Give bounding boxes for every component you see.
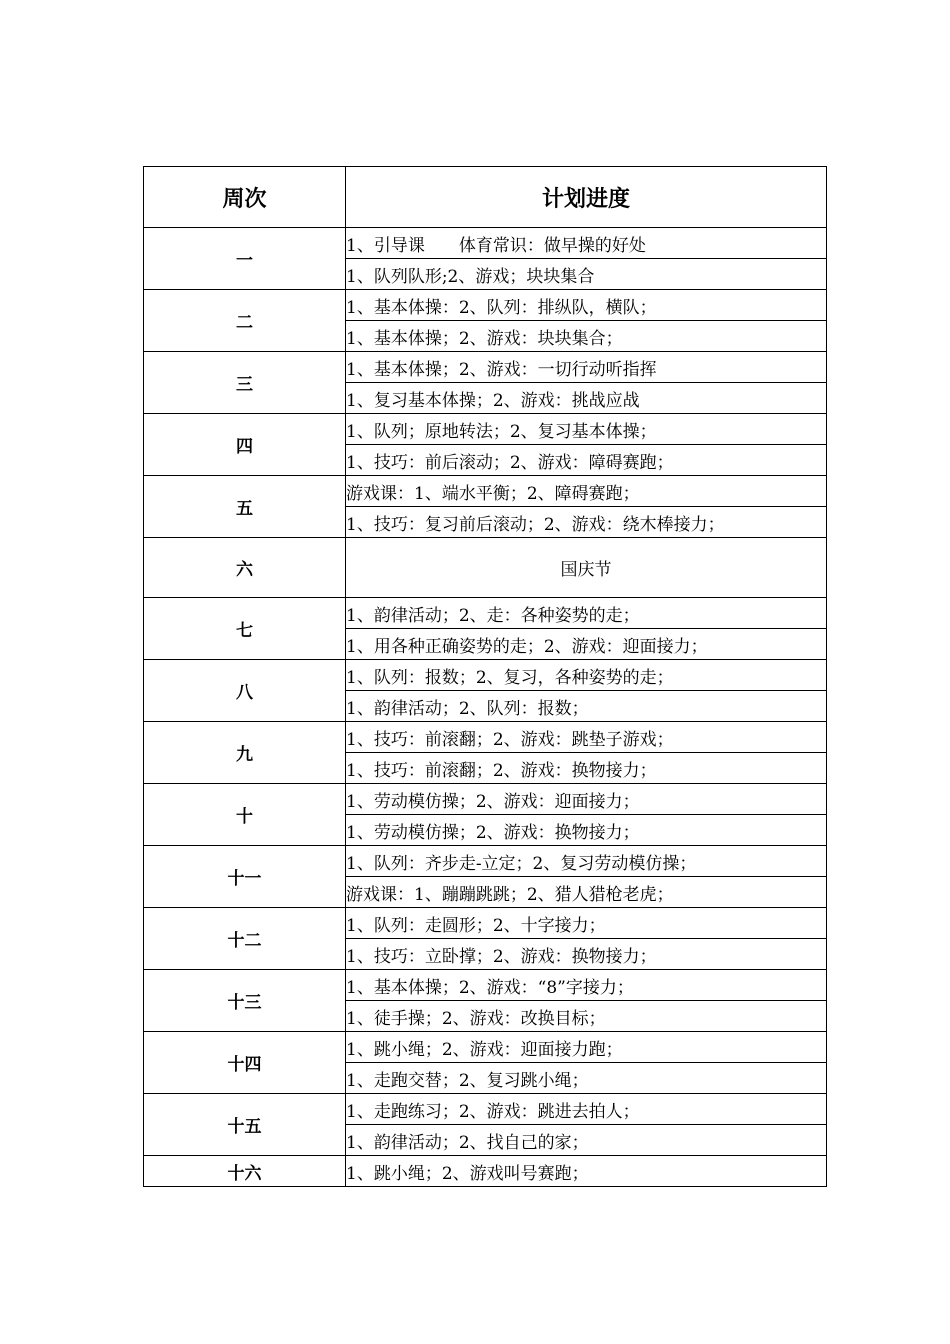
plan-item: 1、韵律活动；2、队列：报数； [346,691,827,722]
plan-item: 1、技巧：复习前后滚动；2、游戏：绕木棒接力； [346,507,827,538]
week-cell: 一 [144,228,346,290]
header-plan: 计划进度 [346,167,827,228]
plan-item: 1、走跑交替；2、复习跳小绳； [346,1063,827,1094]
plan-item: 1、用各种正确姿势的走；2、游戏：迎面接力； [346,629,827,660]
table-row [144,1032,827,1063]
plan-item: 1、复习基本体操；2、游戏：挑战应战 [346,383,827,414]
week-cell: 五 [144,476,346,538]
plan-item: 1、技巧：立卧撑；2、游戏：换物接力； [346,939,827,970]
plan-item: 1、基本体操；2、游戏：“8”字接力； [346,970,827,1001]
plan-item: 1、跳小绳；2、游戏：迎面接力跑； [346,1032,827,1063]
table-row [144,598,827,629]
plan-item: 1、技巧：前后滚动；2、游戏：障碍赛跑； [346,445,827,476]
week-cell: 十 [144,784,346,846]
plan-item: 1、韵律活动；2、找自己的家； [346,1125,827,1156]
table-row [144,352,827,383]
plan-item: 1、跳小绳；2、游戏叫号赛跑； [346,1156,827,1187]
plan-item: 1、徒手操；2、游戏：改换目标； [346,1001,827,1032]
week-cell: 十一 [144,846,346,908]
week-cell: 六 [144,538,346,598]
plan-item: 1、劳动模仿操；2、游戏：换物接力； [346,815,827,846]
plan-item: 1、队列队形;2、游戏；块块集合 [346,259,827,290]
table-header-row [144,167,827,228]
week-cell: 四 [144,414,346,476]
plan-item: 1、队列：报数；2、复习，各种姿势的走； [346,660,827,691]
table-row [144,722,827,753]
week-cell: 十六 [144,1156,346,1187]
plan-item: 1、劳动模仿操；2、游戏：迎面接力； [346,784,827,815]
table-row [144,846,827,877]
plan-item: 1、走跑练习；2、游戏：跳进去拍人； [346,1094,827,1125]
table-row [144,970,827,1001]
plan-item: 1、技巧：前滚翻；2、游戏：跳垫子游戏； [346,722,827,753]
table-row [144,1094,827,1125]
week-cell: 八 [144,660,346,722]
table-row [144,476,827,507]
schedule-table [143,166,827,1187]
table-row [144,414,827,445]
plan-item: 1、队列；原地转法；2、复习基本体操； [346,414,827,445]
week-cell: 十四 [144,1032,346,1094]
table-row [144,784,827,815]
plan-item: 1、队列：走圆形；2、十字接力； [346,908,827,939]
table-row [144,538,827,598]
table-row [144,908,827,939]
table-row [144,290,827,321]
plan-item: 1、基本体操：2、队列：排纵队，横队； [346,290,827,321]
week-cell: 三 [144,352,346,414]
plan-item: 1、队列：齐步走-立定；2、复习劳动模仿操； [346,846,827,877]
table-row [144,660,827,691]
header-week: 周次 [144,167,346,228]
week-cell: 七 [144,598,346,660]
plan-item: 游戏课：1、端水平衡；2、障碍赛跑； [346,476,827,507]
table-row [144,1156,827,1187]
week-cell: 九 [144,722,346,784]
plan-item: 1、基本体操；2、游戏：一切行动听指挥 [346,352,827,383]
plan-item: 游戏课：1、蹦蹦跳跳；2、猎人猎枪老虎； [346,877,827,908]
week-cell: 十五 [144,1094,346,1156]
week-cell: 十三 [144,970,346,1032]
holiday-cell: 国庆节 [346,538,827,598]
plan-item: 1、基本体操；2、游戏：块块集合； [346,321,827,352]
week-cell: 二 [144,290,346,352]
plan-item: 1、技巧：前滚翻；2、游戏：换物接力； [346,753,827,784]
week-cell: 十二 [144,908,346,970]
plan-item: 1、引导课 体育常识：做早操的好处 [346,228,827,259]
plan-item: 1、韵律活动；2、走：各种姿势的走； [346,598,827,629]
table-row [144,228,827,259]
